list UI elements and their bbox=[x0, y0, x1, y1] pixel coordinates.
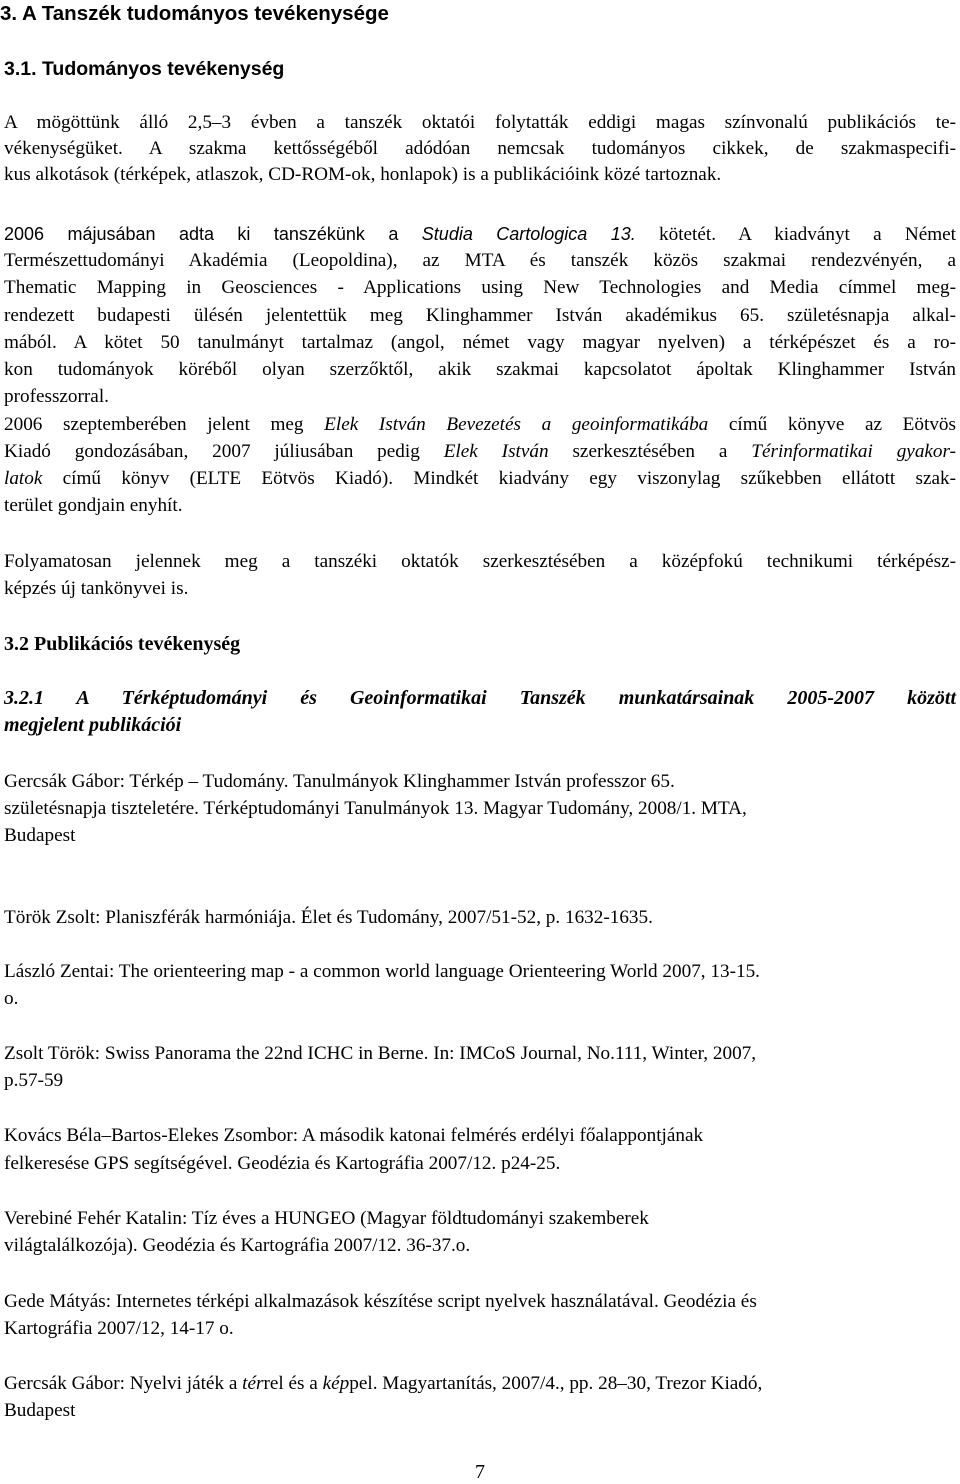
text-line: Kovács Béla–Bartos-Elekes Zsombor: A második katonai felmérés erdélyi főalappontjának bbox=[4, 1125, 704, 1146]
text-line: terület gondjain enyhít. bbox=[4, 495, 183, 516]
text-line: felkeresése GPS segítségével. Geodézia és Kartográfia 2007/12. p24-25. bbox=[4, 1153, 561, 1174]
text-line: Gede Mátyás: Internetes térképi alkalmazások készítése script nyelvek használatával. Geodézia és bbox=[4, 1291, 757, 1312]
text-line: vékenységüket. A szakma kettősségéből adódóan nemcsak tudományos cikkek, de szakmaspecifi- bbox=[4, 138, 956, 159]
text-line: Kartográfia 2007/12, 14-17 o. bbox=[4, 1318, 234, 1339]
text-line: Folyamatosan jelennek meg a tanszéki oktatók szerkesztésében a középfokú technikumi térképész- bbox=[4, 551, 956, 572]
text-line: születésnapja tiszteletére. Térképtudományi Tanulmányok 13. Magyar Tudomány, 2008/1. MTA, bbox=[4, 798, 747, 819]
publications-subheading-cont: megjelent publikációi bbox=[4, 714, 182, 736]
text-line: rendezett budapesti ülésén jelentettük meg Klinghammer István akadémikus 65. születésnapja alkal- bbox=[4, 305, 956, 326]
text-line: mából. A kötet 50 tanulmányt tartalmaz (angol, német vagy magyar nyelven) a térképészet és a ro- bbox=[4, 332, 956, 353]
text-line: Természettudományi Akadémia (Leopoldina), az MTA és tanszék közös szakmai rendezvényén, a bbox=[4, 250, 956, 271]
text-line: o. bbox=[4, 988, 19, 1009]
text-line: latok című könyv (ELTE Eötvös Kiadó). Mindkét kiadvány egy viszonylag szűkebben ellátott szak- bbox=[4, 468, 956, 489]
text-line: Thematic Mapping in Geosciences - Applications using New Technologies and Media címmel meg- bbox=[4, 277, 956, 298]
text-line: Gercsák Gábor: Nyelvi játék a térrel és a képpel. Magyartanítás, 2007/4., pp. 28–30, Trezor Kiadó, bbox=[4, 1373, 763, 1394]
text-line: Zsolt Török: Swiss Panorama the 22nd ICHC in Berne. In: IMCoS Journal, No.111, Winter, 2007, bbox=[4, 1043, 757, 1064]
text-line: világtalálkozója). Geodézia és Kartográfia 2007/12. 36-37.o. bbox=[4, 1235, 471, 1256]
section-heading: 3. A Tanszék tudományos tevékenysége bbox=[0, 2, 389, 25]
text-line: Kiadó gondozásában, 2007 júliusában pedig Elek István szerkesztésében a Térinformatikai gyakor- bbox=[4, 441, 956, 462]
text-line: professzorral. bbox=[4, 386, 109, 407]
page-number: 7 bbox=[475, 1461, 485, 1483]
text-line: p.57-59 bbox=[4, 1070, 64, 1091]
text-line: A mögöttünk álló 2,5–3 évben a tanszék oktatói folytatták eddigi magas színvonalú publikációs te- bbox=[4, 112, 956, 133]
text-line: Gercsák Gábor: Térkép – Tudomány. Tanulmányok Klinghammer István professzor 65. bbox=[4, 771, 675, 792]
text-line: Török Zsolt: Planiszférák harmóniája. Élet és Tudomány, 2007/51-52, p. 1632-1635. bbox=[4, 907, 653, 928]
text-line: kus alkotások (térképek, atlaszok, CD-ROM-ok, honlapok) is a publikációink közé tartoznak. bbox=[4, 164, 722, 185]
publications-subheading: 3.2.1 A Térképtudományi és Geoinformatikai Tanszék munkatársainak 2005-2007 között bbox=[4, 687, 956, 709]
publications-heading: 3.2 Publikációs tevékenység bbox=[4, 633, 241, 655]
text-line: László Zentai: The orienteering map - a common world language Orienteering World 2007, 13-15. bbox=[4, 961, 760, 982]
text-line: kon tudományok köréből olyan szerzőktől, akik szakmai kapcsolatot ápoltak Klinghammer István bbox=[4, 359, 956, 380]
text-line: Verebiné Fehér Katalin: Tíz éves a HUNGEO (Magyar földtudományi szakemberek bbox=[4, 1208, 649, 1229]
subsection-heading: 3.1. Tudományos tevékenység bbox=[4, 58, 285, 80]
text-line: Budapest bbox=[4, 1400, 76, 1421]
text-line: 2006 szeptemberében jelent meg Elek István Bevezetés a geoinformatikába című könyve az Eötvös bbox=[4, 414, 956, 435]
text-line: képzés új tankönyvei is. bbox=[4, 578, 189, 599]
text-line: Budapest bbox=[4, 825, 76, 846]
text-line: 2006 májusában adta ki tanszékünk a Studia Cartologica 13. kötetét. A kiadványt a Német bbox=[4, 224, 956, 245]
